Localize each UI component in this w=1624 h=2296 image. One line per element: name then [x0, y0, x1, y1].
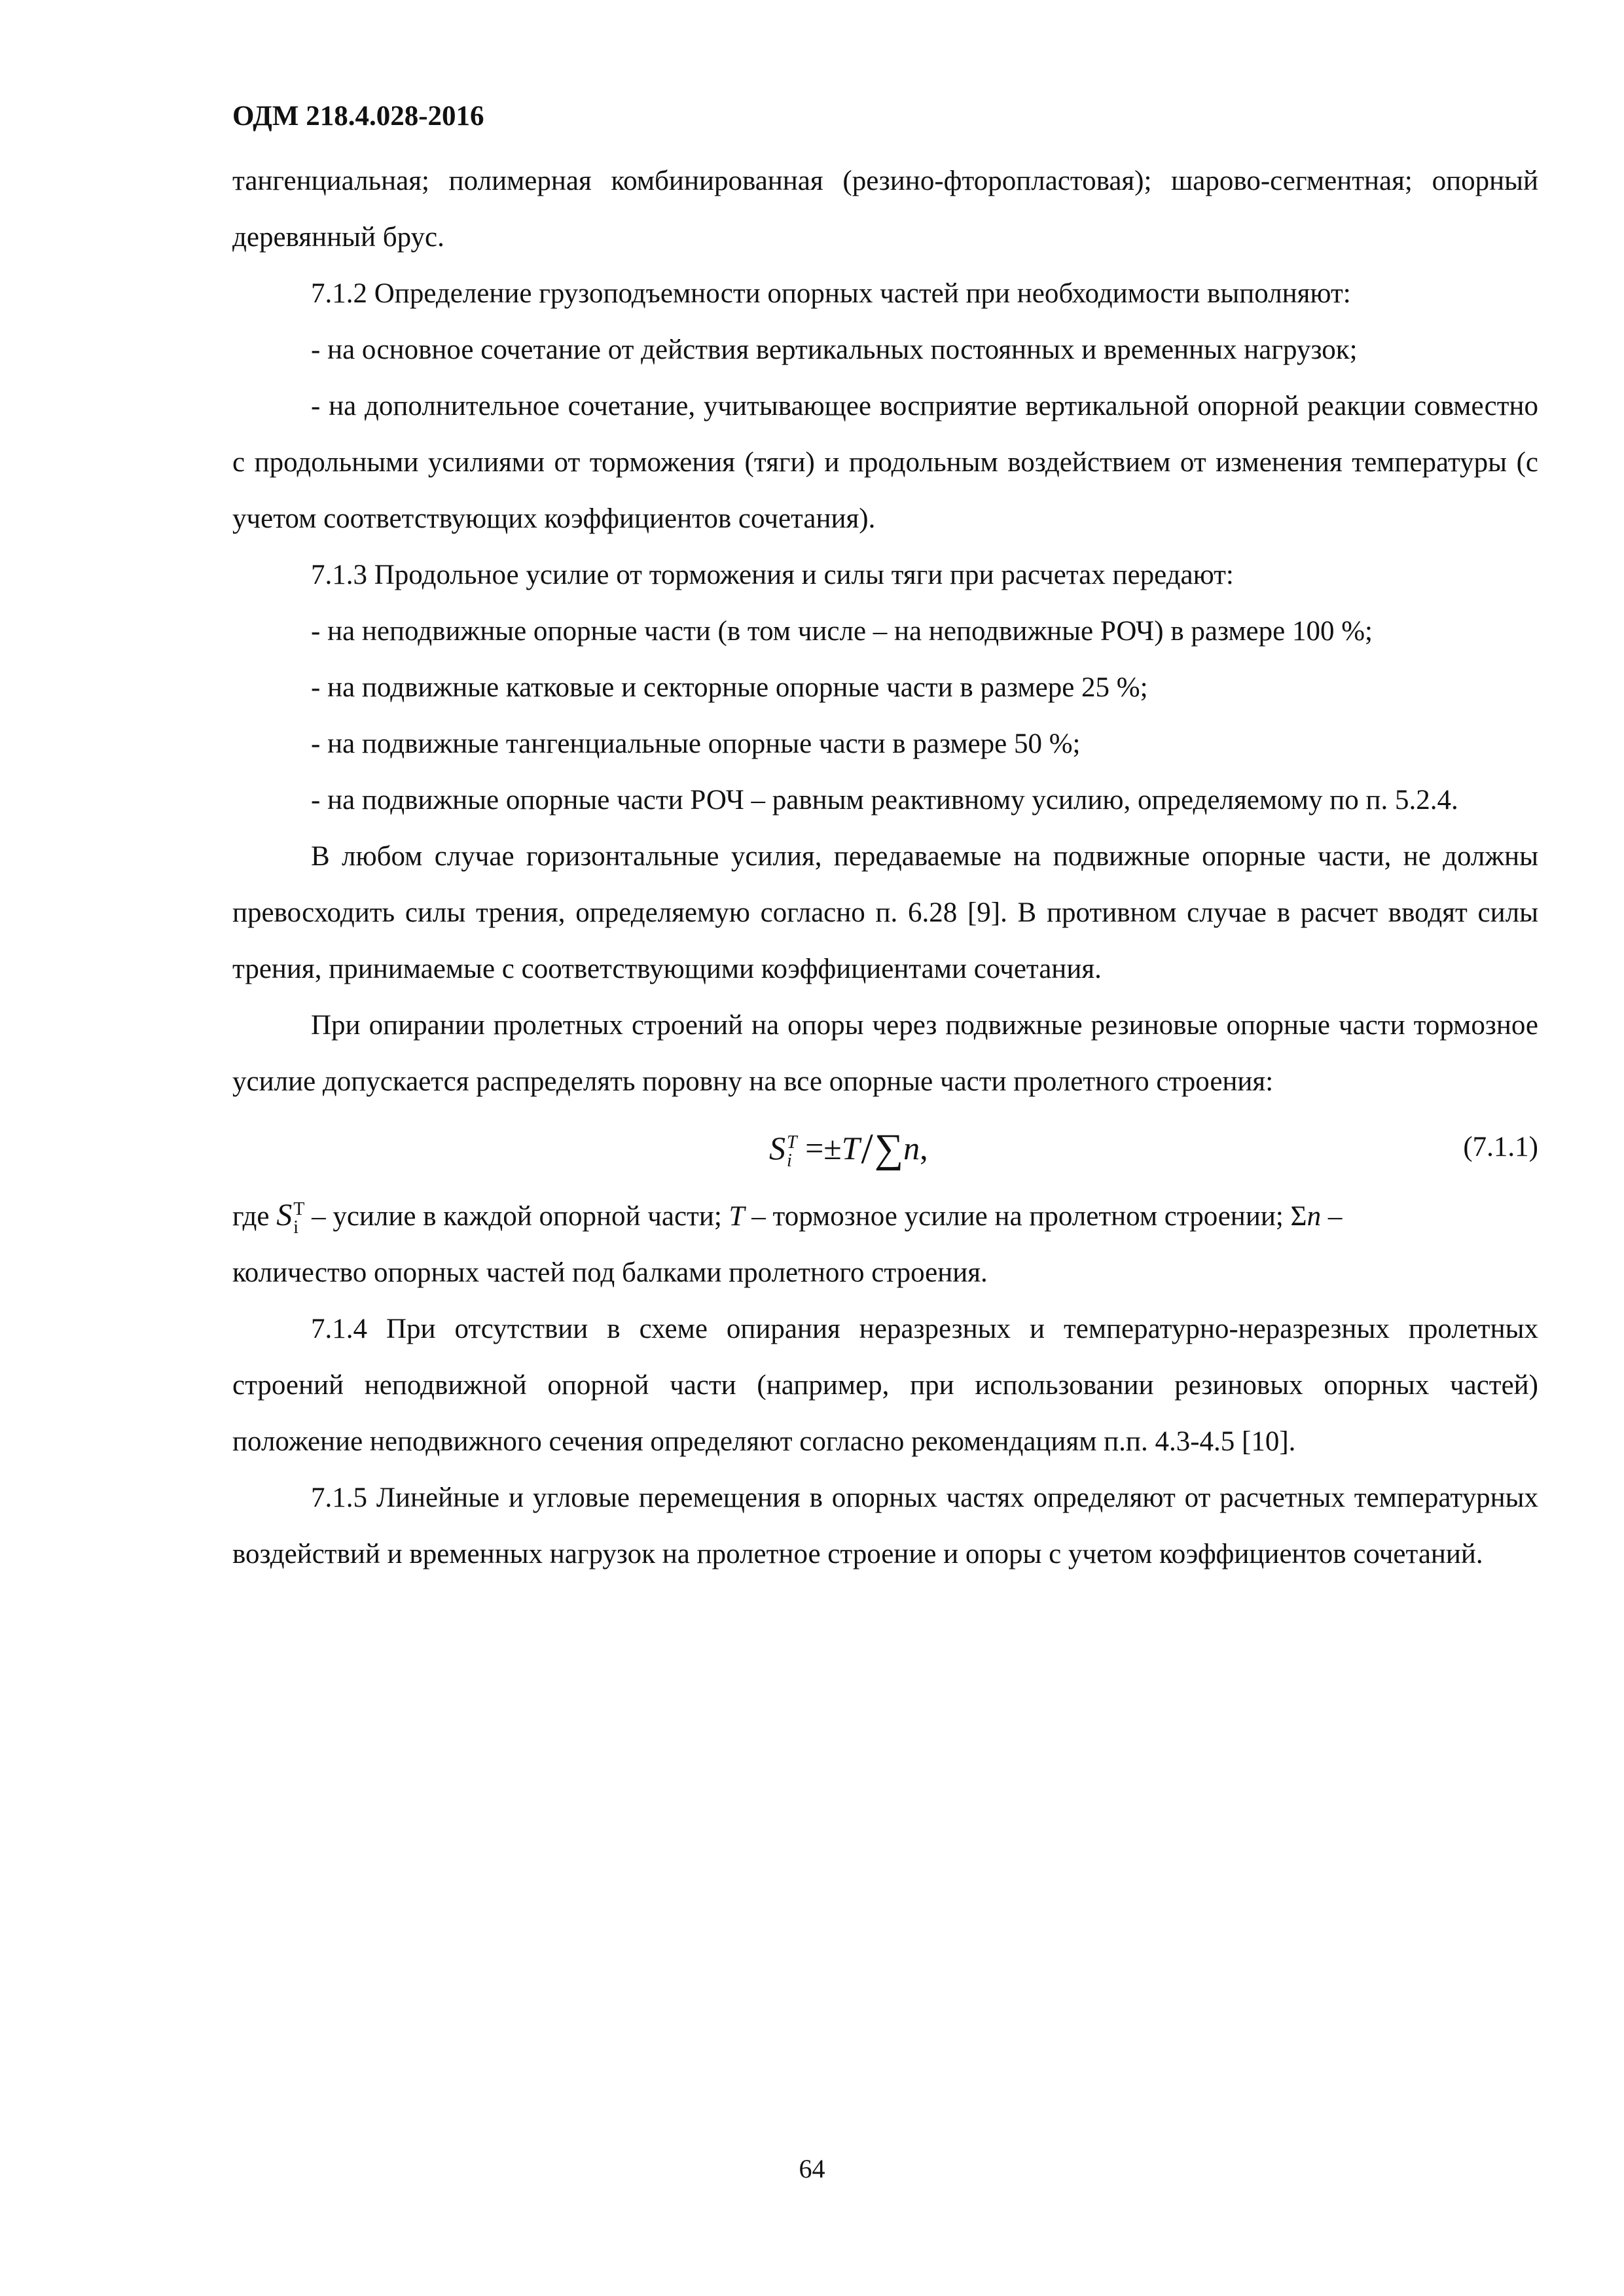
- formula-sub: i: [787, 1150, 792, 1171]
- paragraph-where-definitions: [232, 1187, 1538, 1245]
- formula-7-1-1: [769, 1124, 928, 1174]
- formula-indices: [787, 1134, 797, 1170]
- paragraph-7-1-4: 7.1.4 При отсутствии в схеме опирания неразрезных и температурно-неразрезных пролетных строений неподвижной опорной части (например, при использовании резиновых опорных частей) положение неподвижного сечения определяют согласно рекомендациям п.п. 4.3-4.5 [10].: [232, 1314, 1538, 1457]
- page-number: 64: [799, 2154, 825, 2183]
- where-text-3: –: [1321, 1201, 1343, 1232]
- where-indices: [293, 1200, 304, 1237]
- where-symbol-t: T: [729, 1201, 745, 1232]
- paragraph-7-1-3: 7.1.3 Продольное усилие от торможения и силы тяги при расчетах передают:: [311, 560, 1234, 590]
- where-sup: T: [293, 1199, 305, 1220]
- list-item-main-combination: - на основное сочетание от действия вертикальных постоянных и временных нагрузок;: [311, 334, 1358, 365]
- where-symbol-s: S: [276, 1198, 293, 1232]
- formula-symbol-s: S: [769, 1130, 785, 1166]
- formula-row: [232, 1115, 1538, 1187]
- paragraph-7-1-5: 7.1.5 Линейные и угловые перемещения в опорных частях определяют от расчетных температурных воздействий и временных нагрузок на пролетное строение и опоры с учетом коэффициентов сочетаний.: [232, 1482, 1538, 1570]
- paragraph-continuation: тангенциальная; полимерная комбинированная (резино-фторопластовая); шарово-сегментная; опорный деревянный брус.: [232, 166, 1538, 253]
- formula-sup: T: [787, 1132, 797, 1153]
- where-sub: i: [293, 1217, 298, 1238]
- paragraph-where-continuation: количество опорных частей под балками пролетного строения.: [232, 1257, 988, 1288]
- paragraph-7-1-2: 7.1.2 Определение грузоподъемности опорных частей при необходимости выполняют:: [311, 278, 1351, 309]
- list-item-fixed-bearings: - на неподвижные опорные части (в том числе – на неподвижные РОЧ) в размере 100 %;: [311, 616, 1373, 647]
- list-item-tangential-bearings: - на подвижные тангенциальные опорные части в размере 50 %;: [311, 728, 1081, 759]
- document-page: [232, 98, 1538, 1583]
- formula-sum-sign: ∑: [874, 1126, 904, 1171]
- paragraph-braking-distribution: При опирании пролетных строений на опоры через подвижные резиновые опорные части тормозное усилие допускается распределять поровну на все опорные части пролетного строения:: [232, 1010, 1538, 1097]
- list-item-additional-combination: - на дополнительное сочетание, учитывающее восприятие вертикальной опорной реакции совместно с продольными усилиями от торможения (тяги) и продольным воздействием от изменения температуры (с учетом соответствующих коэффициентов сочетания).: [232, 391, 1538, 534]
- where-symbol-n: n: [1307, 1201, 1322, 1232]
- where-text-2: – тормозное усилие на пролетном строении; Σ: [744, 1201, 1307, 1232]
- where-lead: где: [232, 1201, 270, 1232]
- list-item-roller-bearings: - на подвижные катковые и секторные опорные части в размере 25 %;: [311, 672, 1148, 703]
- formula-comma: ,: [920, 1130, 928, 1166]
- formula-symbol-n: n: [903, 1130, 920, 1166]
- paragraph-friction: В любом случае горизонтальные усилия, передаваемые на подвижные опорные части, не должны превосходить силы трения, определяемую согласно п. 6.28 [9]. В противном случае в расчет вводят силы трения, принимаемые с соответствующими коэффициентами сочетания.: [232, 841, 1538, 984]
- formula-equals-plusminus: =±: [805, 1130, 842, 1166]
- equation-number: (7.1.1): [1463, 1132, 1538, 1162]
- list-item-rubber-bearings: - на подвижные опорные части РОЧ – равным реактивному усилию, определяемому по п. 5.2.4.: [311, 785, 1458, 816]
- document-code-header: ОДМ 218.4.028-2016: [232, 101, 484, 132]
- where-text-1: – усилие в каждой опорной части;: [304, 1201, 729, 1232]
- formula-slash: /: [861, 1125, 873, 1173]
- formula-symbol-t: T: [841, 1130, 860, 1166]
